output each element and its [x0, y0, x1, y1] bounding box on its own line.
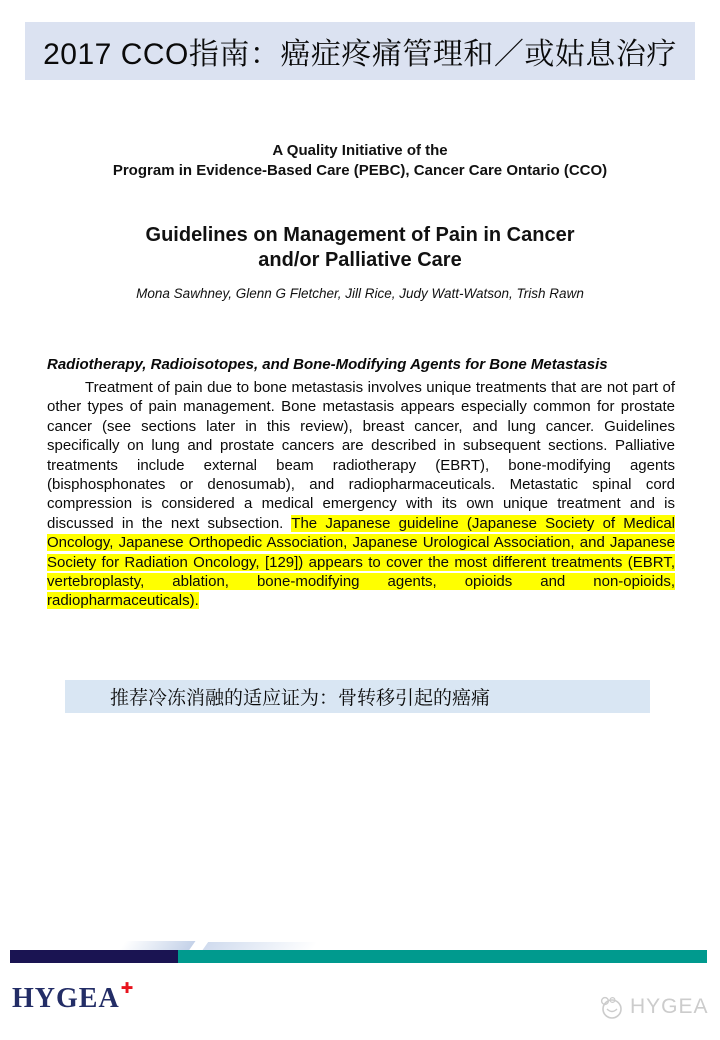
program-line2: Program in Evidence-Based Care (PEBC), Cancer Care Ontario (CCO) [112, 162, 608, 179]
watermark-text: HYGEA [630, 995, 709, 1018]
hygea-logo-text: HYGEA [12, 983, 120, 1014]
hygea-logo [12, 979, 133, 1015]
document-title-line2: and/or Palliative Care [258, 249, 462, 271]
body-paragraph [47, 378, 675, 611]
document-title [0, 223, 720, 273]
recommendation-text: 推荐冷冻消融的适应证为：骨转移引起的癌痛 [110, 688, 491, 709]
title-banner [25, 22, 695, 80]
footer-navy-bar [10, 950, 178, 963]
program-line1: A Quality Initiative of the [272, 142, 448, 159]
hygea-watermark [598, 994, 709, 1020]
document-title-line1: Guidelines on Management of Pain in Cancer [145, 224, 575, 246]
footer-teal-bar [178, 950, 707, 963]
slide-title: 2017 CCO指南：癌症疼痛管理和／或姑息治疗 [43, 38, 677, 71]
recommendation-callout [65, 680, 650, 713]
section-heading: Radiotherapy, Radioisotopes, and Bone-Modifying Agents for Bone Metastasis [47, 356, 608, 373]
paragraph-highlighted-text: The Japanese guideline (Japanese Society of Medical Oncology, Japanese Orthopedic Association, Japanese Urological Association, and Japanese Society for Radiation Oncology, [129]) appears to cover the most different treatments (EBRT, vertebroplasty, ablation, bone-modifying agents, opioids and non-opioids, radiopharmaceuticals). [47, 514, 675, 610]
red-cross-icon: ✚ [120, 980, 134, 997]
paragraph-normal-text: Treatment of pain due to bone metastasis involves unique treatments that are not part of other types of pain management. Bone metastasis appears especially common for prostate cancer (see sections later in this review), breast cancer, and lung cancer. Guidelines specifically on lung and prostate cancers are described in subsequent sections. Palliative treatments include external beam radiotherapy (EBRT), bone-modifying agents (bisphosphonates or denosumab), and radiopharmaceuticals. Metastatic spinal cord compression is considered a medical emergency with its own unique treatment and is discussed in the next subsection. [47, 379, 675, 532]
authors-line: Mona Sawhney, Glenn G Fletcher, Jill Rice, Judy Watt-Watson, Trish Rawn [136, 286, 584, 301]
watermark-logo-icon [598, 994, 624, 1020]
program-header [0, 141, 720, 181]
